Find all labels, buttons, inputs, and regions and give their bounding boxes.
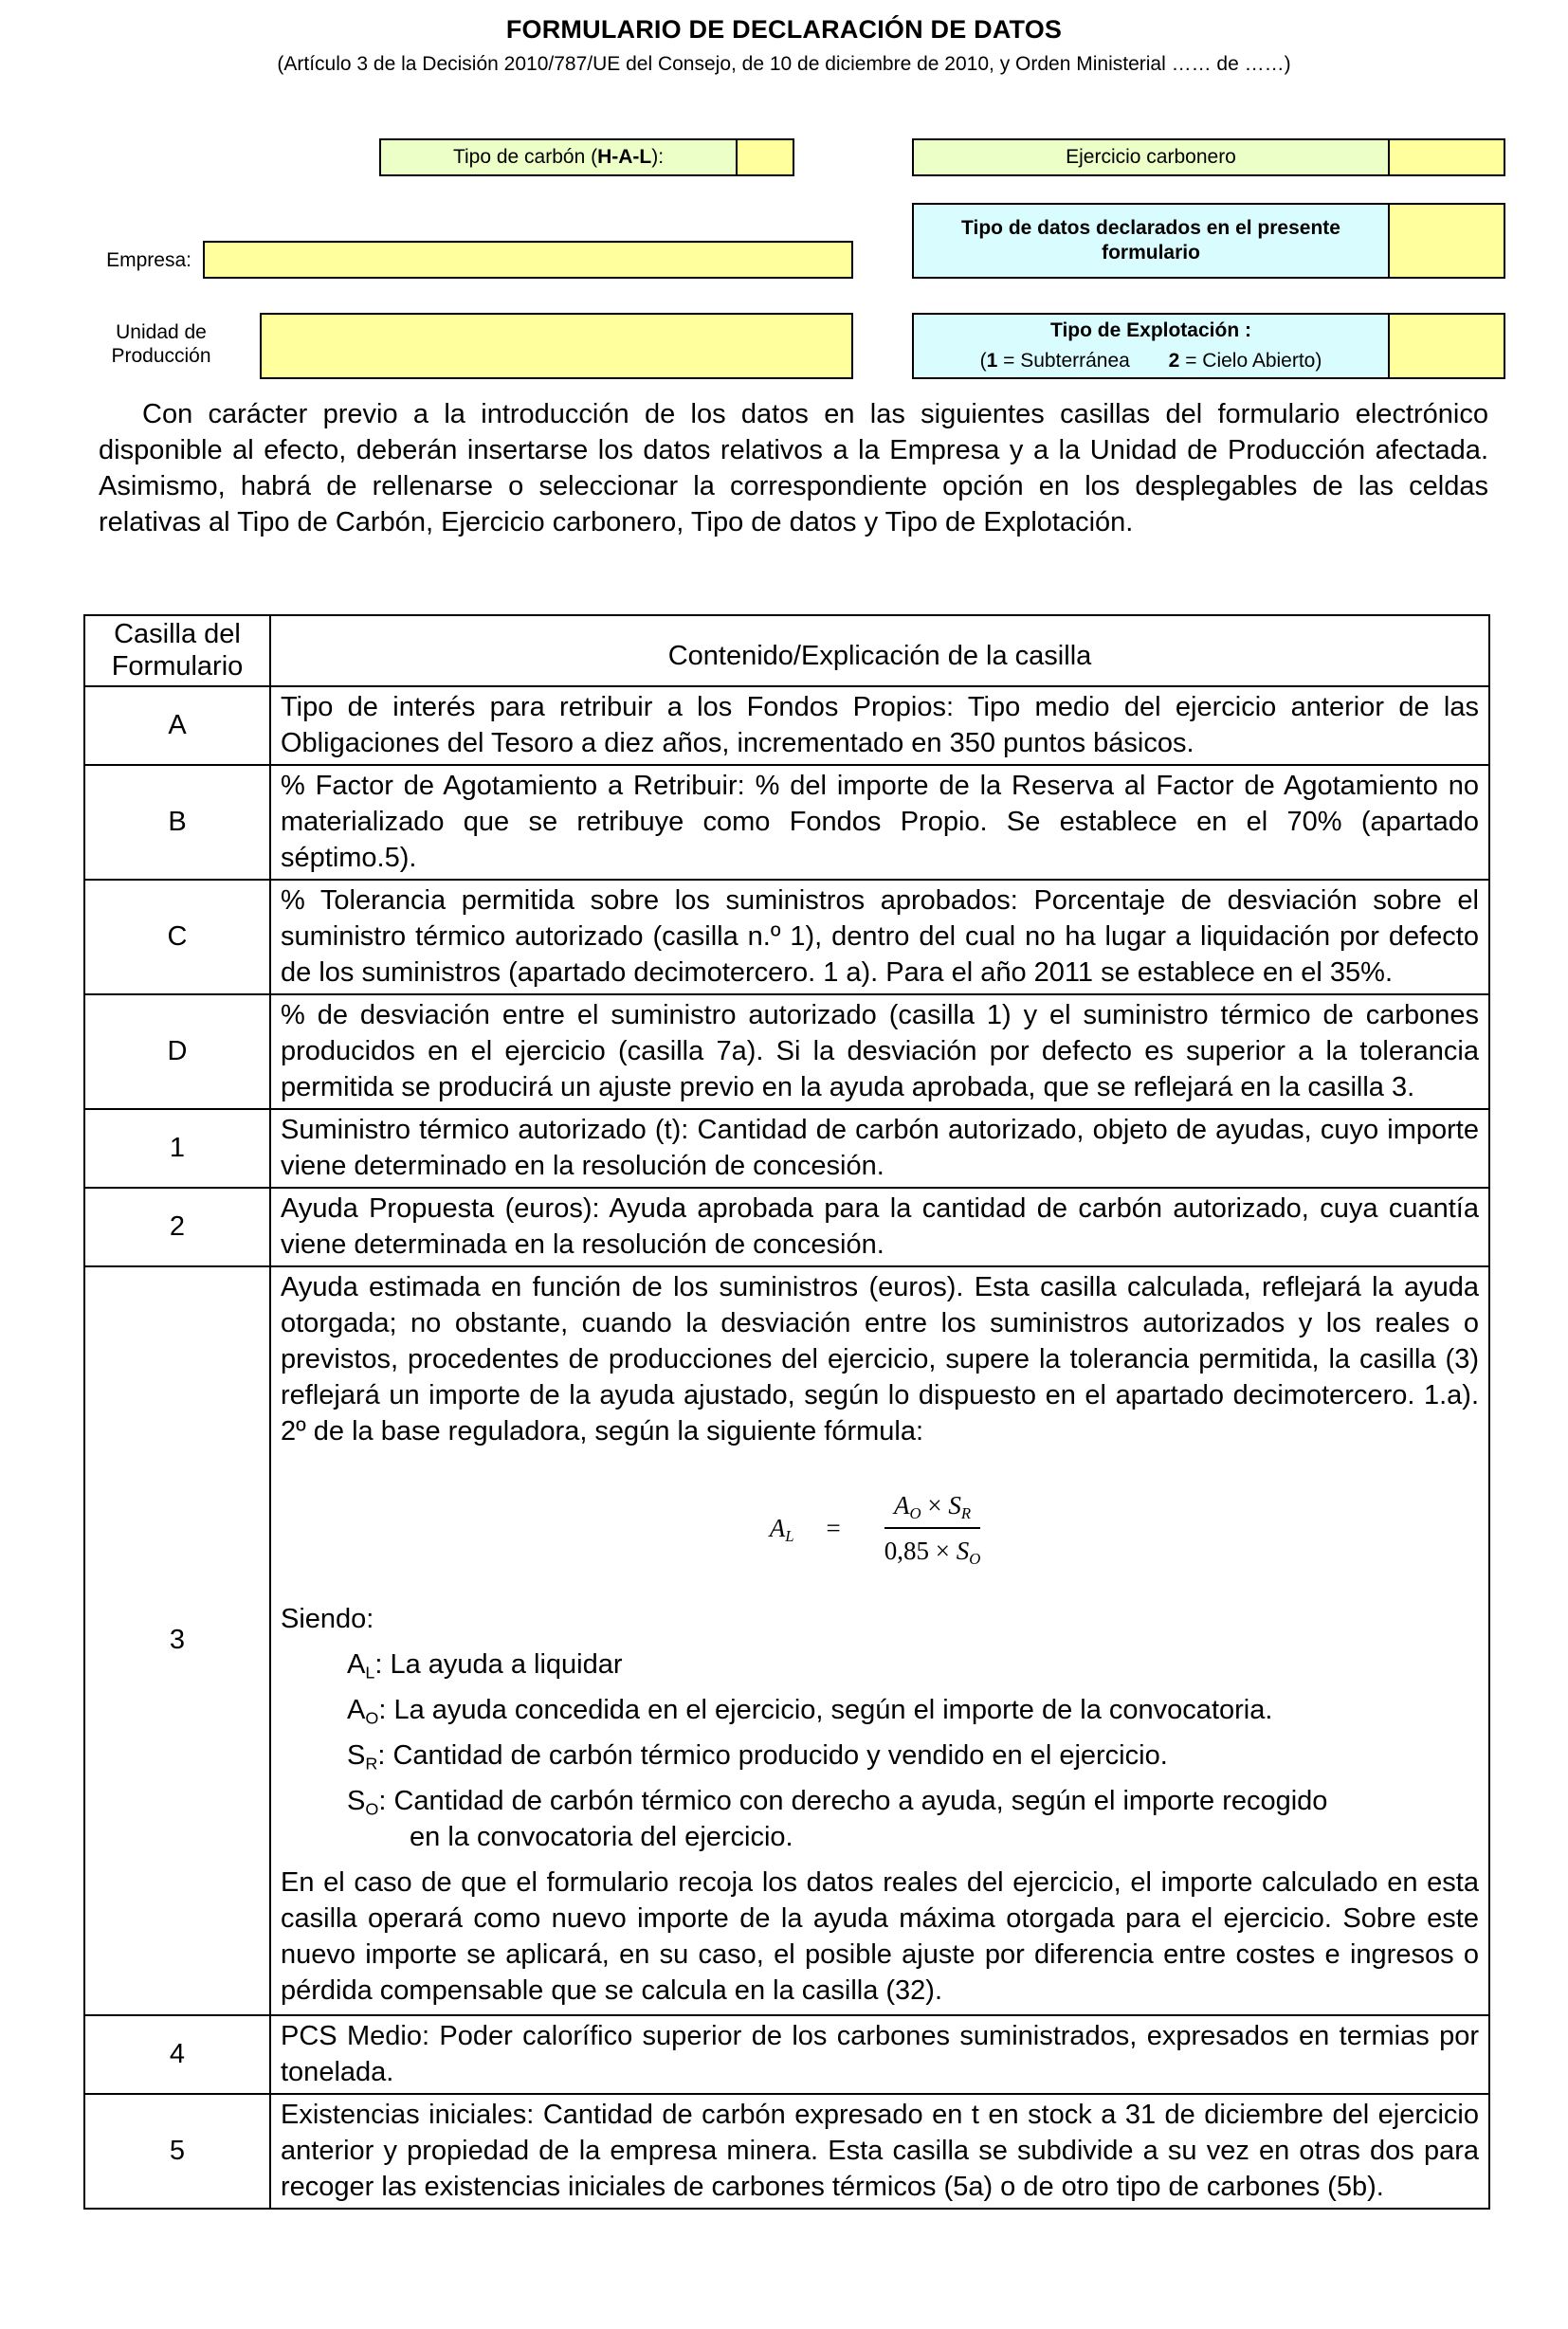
- tipo-explotacion-options: [980, 349, 1322, 373]
- casilla-code: D: [84, 994, 270, 1109]
- tipo-carbon-field[interactable]: [736, 138, 794, 176]
- den-b-sub: O: [969, 1550, 981, 1569]
- table-row: [84, 880, 1489, 994]
- definition-item: [347, 1738, 1479, 1774]
- formula-lhs-sub: L: [785, 1527, 794, 1546]
- formula-lhs: [770, 1510, 794, 1546]
- table-row: [84, 994, 1489, 1109]
- casilla-code: B: [84, 765, 270, 880]
- formula-denominator: [875, 1529, 991, 1569]
- row3-definitions: [281, 1647, 1479, 1855]
- tipo-explotacion-paren: (: [979, 350, 987, 372]
- table-body-after: [84, 2015, 1489, 2209]
- definition-subscript: L: [365, 1663, 375, 1683]
- num-b-sub: R: [960, 1504, 972, 1523]
- casilla-code: 4: [84, 2015, 270, 2094]
- num-op: ×: [921, 1491, 949, 1519]
- casilla-content: Ayuda Propuesta (euros): Ayuda aprobada para la cantidad de carbón autorizado, cuya cuantía viene determinada en la resolución de concesión.: [270, 1188, 1489, 1266]
- definition-symbol: S: [347, 1786, 366, 1816]
- den-op: ×: [928, 1537, 957, 1565]
- casilla-code: A: [84, 686, 270, 765]
- definition-symbol: A: [347, 1649, 366, 1680]
- definition-item: [347, 1692, 1479, 1728]
- unidad-field[interactable]: [260, 313, 853, 379]
- table-row: [84, 2094, 1489, 2209]
- tipo-explotacion-field[interactable]: [1388, 313, 1505, 379]
- table-body-before: [84, 686, 1489, 1266]
- formula-eq: =: [826, 1514, 841, 1542]
- casilla-content: Existencias iniciales: Cantidad de carbón expresado en t en stock a 31 de diciembre del ejercicio anterior y propiedad de la empresa minera. Esta casilla se subdivide a su vez en otras dos para recoger las existencias iniciales de carbones térmicos (5a) o de otro tipo de carbones (5b).: [270, 2094, 1489, 2209]
- table-row: [84, 1188, 1489, 1266]
- definition-text: : La ayuda concedida en el ejercicio, según el importe de la convocatoria.: [378, 1695, 1273, 1725]
- definition-text: : Cantidad de carbón térmico producido y vendido en el ejercicio.: [377, 1740, 1168, 1771]
- definition-item: [347, 1783, 1479, 1855]
- casilla-code: 1: [84, 1109, 270, 1188]
- row3-text1: Ayuda estimada en función de los suministros (euros). Esta casilla calculada, reflejará la ayuda otorgada; no obstante, cuando la desviación entre los suministros autorizados y los reales o previstos, procedentes de producciones del ejercicio, supere la tolerancia permitida, la casilla (3) reflejará un importe de la ayuda ajustado, según lo dispuesto en el apartado decimotercero. 1.a). 2º de la base reguladora, según la siguiente fórmula:: [281, 1272, 1479, 1447]
- casilla-content: [270, 1266, 1489, 2015]
- tipo-carbon-label-post: ):: [651, 145, 665, 168]
- definition-item: [347, 1647, 1479, 1683]
- opt1-code: 1: [986, 350, 998, 372]
- casilla-code: 3: [84, 1266, 270, 2015]
- definition-subscript: O: [365, 1708, 379, 1728]
- table-row: [84, 765, 1489, 880]
- casilla-content: Suministro térmico autorizado (t): Cantidad de carbón autorizado, objeto de ayudas, cuyo importe viene determinado en la resolución de concesión.: [270, 1109, 1489, 1188]
- unidad-label-line2: Producción: [111, 345, 211, 368]
- definition-continuation: en la convocatoria del ejercicio.: [410, 1822, 793, 1852]
- ejercicio-field[interactable]: [1388, 138, 1505, 176]
- page-title: FORMULARIO DE DECLARACIÓN DE DATOS: [505, 15, 1063, 44]
- num-a-sub: O: [909, 1504, 921, 1523]
- table-row: [84, 1109, 1489, 1188]
- definition-subscript: R: [365, 1754, 378, 1774]
- unidad-label: [95, 320, 228, 368]
- opt2-text: = Cielo Abierto): [1179, 350, 1322, 372]
- definition-text: : Cantidad de carbón térmico con derecho a ayuda, según el importe recogido: [378, 1786, 1328, 1816]
- page-subtitle: (Artículo 3 de la Decisión 2010/787/UE del Consejo, de 10 de diciembre de 2010, y Orden Ministerial …… de ……): [277, 53, 1291, 75]
- unidad-label-line1: Unidad de: [116, 321, 207, 343]
- num-a: A: [893, 1491, 910, 1519]
- formula-lhs-sym: A: [769, 1514, 786, 1542]
- tipo-carbon-label-bold: H-A-L: [597, 145, 652, 168]
- table-row: [84, 1266, 1489, 2015]
- empresa-label: Empresa:: [106, 249, 191, 271]
- table-body-row3: [84, 1266, 1489, 2015]
- definition-symbol: S: [347, 1740, 366, 1771]
- casilla-content: PCS Medio: Poder calorífico superior de los carbones suministrados, expresados en termias por tonelada.: [270, 2015, 1489, 2094]
- casilla-code: C: [84, 880, 270, 994]
- casilla-content: % de desviación entre el suministro autorizado (casilla 1) y el suministro térmico de carbones producidos en el ejercicio (casilla 7a). Si la desviación por defecto es superior a la tolerancia permitida se producirá un ajuste previo en la ayuda aprobada, que se reflejará en la casilla 3.: [270, 994, 1489, 1109]
- casilla-code: 2: [84, 1188, 270, 1266]
- intro-paragraph: Con carácter previo a la introducción de los datos en las siguientes casillas del formulario electrónico disponible al efecto, deberán insertarse los datos relativos a la Empresa y a la Unidad de Producción afectada. Asimismo, habrá de rellenarse o seleccionar la correspondiente opción en los desplegables de las celdas relativas al Tipo de Carbón, Ejercicio carbonero, Tipo de datos y Tipo de Explotación.: [99, 399, 1488, 537]
- casilla-code: 5: [84, 2094, 270, 2209]
- tipo-explotacion-title: Tipo de Explotación :: [1050, 318, 1251, 341]
- formula-fraction: [875, 1487, 991, 1569]
- casilla-content: Tipo de interés para retribuir a los Fondos Propios: Tipo medio del ejercicio anterior de las Obligaciones del Tesoro a diez años, incrementado en 350 puntos básicos.: [270, 686, 1489, 765]
- casilla-content: % Tolerancia permitida sobre los suministros aprobados: Porcentaje de desviación sobre el suministro térmico autorizado (casilla n.º 1), dentro del cual no ha lugar a liquidación por defecto de los suministros (apartado decimotercero. 1 a). Para el año 2011 se establece en el 35%.: [270, 880, 1489, 994]
- tipo-carbon-label: [379, 138, 738, 176]
- casilla-content: % Factor de Agotamiento a Retribuir: % del importe de la Reserva al Factor de Agotamiento no materializado que se retribuye como Fondos Propio. Se establece en el 70% (apartado séptimo.5).: [270, 765, 1489, 880]
- row3-text2: En el caso de que el formulario recoja los datos reales del ejercicio, el importe calculado en esta casilla operará como nuevo importe de la ayuda máxima otorgada para el ejercicio. Sobre este nuevo importe se aplicará, en su caso, el posible ajuste por diferencia entre costes e ingresos o pérdida compensable que se calcula en la casilla (32).: [281, 1867, 1479, 2006]
- num-b: S: [948, 1491, 961, 1519]
- den-const: 0,85: [884, 1537, 929, 1565]
- tipo-datos-label: Tipo de datos declarados en el presente formulario: [912, 203, 1390, 279]
- definition-symbol: A: [347, 1695, 366, 1725]
- opt1-text: = Subterránea: [997, 350, 1130, 372]
- header-casilla: Casilla del Formulario: [84, 615, 270, 686]
- tipo-datos-field[interactable]: [1388, 203, 1505, 279]
- row3-siendo: Siendo:: [281, 1604, 374, 1634]
- table-header-row: [84, 615, 1489, 686]
- den-b: S: [956, 1537, 970, 1565]
- definition-text: : La ayuda a liquidar: [374, 1649, 623, 1680]
- table-row: [84, 2015, 1489, 2094]
- tipo-explotacion-label: [912, 313, 1390, 379]
- formula-numerator: [884, 1487, 980, 1529]
- tipo-carbon-label-pre: Tipo de carbón (: [452, 145, 598, 168]
- casillas-table: [83, 614, 1490, 2210]
- empresa-field[interactable]: [203, 241, 853, 279]
- definition-subscript: O: [365, 1799, 379, 1819]
- header-contenido: Contenido/Explicación de la casilla: [270, 615, 1489, 686]
- ejercicio-label: Ejercicio carbonero: [912, 138, 1390, 176]
- table-row: [84, 686, 1489, 765]
- formula: [281, 1487, 1479, 1569]
- opt2-code: 2: [1168, 350, 1180, 372]
